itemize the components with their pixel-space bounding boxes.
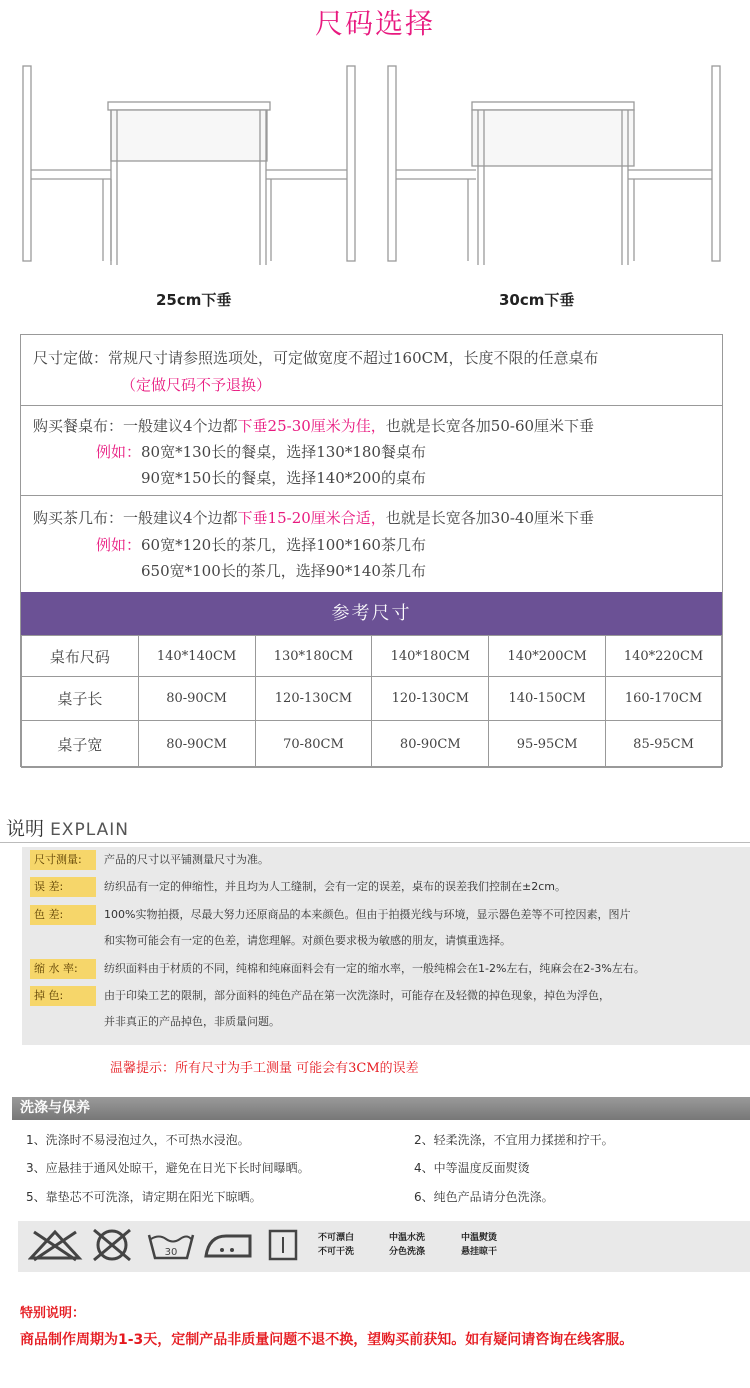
no-dry-clean-icon (90, 1227, 134, 1263)
care-label: 悬挂晾干 (461, 1247, 498, 1257)
coffee-example-2: 650宽*100长的茶几，选择90*140茶几布 (141, 562, 426, 580)
dining-section (21, 406, 722, 495)
explain-text: 由于印染工艺的限制，部分面料的纯色产品在第一次洗涤时，可能存在及轻微的掉色现象，掉色为浮色， (104, 989, 610, 1002)
explain-label: 误 差: (30, 877, 96, 897)
dining-example-1: 80宽*130长的餐桌，选择130*180餐桌布 (141, 443, 426, 461)
care-heading: 洗涤与保养 (12, 1097, 750, 1120)
special-heading: 特别说明： (20, 1306, 86, 1321)
wash-30-icon (146, 1229, 196, 1261)
line-dry-icon (267, 1228, 299, 1262)
coffee-example-1: 60宽*120长的茶几，选择100*160茶几布 (141, 536, 426, 554)
table-cell: 80-90CM (372, 721, 489, 768)
care-item: 4、中等温度反面熨烫 (414, 1161, 530, 1175)
dining-example-2: 90宽*150长的餐桌，选择140*200的桌布 (141, 469, 426, 487)
page-title: 尺码选择 (314, 7, 435, 40)
coffee-example-label: 例如： (96, 536, 142, 554)
wash-temperature: 30 (164, 1247, 178, 1258)
table-cell: 80-90CM (138, 721, 255, 768)
explain-text: 纺织品有一定的伸缩性，并且均为人工缝制，会有一定的误差，桌布的误差我们控制在±2cm。 (104, 880, 566, 893)
care-icons-panel (18, 1221, 750, 1272)
care-item: 1、洗涤时不易浸泡过久，不可热水浸泡。 (26, 1133, 250, 1147)
explain-title: 说明 (6, 818, 45, 840)
explain-text: 100%实物拍摄，尽最大努力还原商品的本来颜色。但由于拍摄光线与环境，显示器色差等不可控因素，图片 (104, 908, 631, 921)
care-item: 3、应悬挂于通风处晾干，避免在日光下长时间曝晒。 (26, 1161, 310, 1175)
explain-panel (22, 847, 750, 1045)
care-item: 2、轻柔洗涤，不宜用力揉搓和拧干。 (414, 1133, 614, 1147)
table-cell: 140*140CM (138, 636, 255, 677)
table-row (22, 636, 722, 677)
care-label: 不可干洗 (318, 1247, 355, 1257)
explain-title-en: EXPLAIN (50, 820, 129, 840)
reference-size-header: 参考尺寸 (21, 592, 722, 635)
table-row (22, 677, 722, 721)
coffee-section (21, 496, 722, 592)
table-cell: 140*220CM (606, 636, 722, 677)
coffee-prefix: 购买茶几布：一般建议4个边都 (33, 509, 238, 527)
table-cell: 95-95CM (489, 721, 606, 768)
dining-example-label: 例如： (96, 443, 142, 461)
care-label: 不可漂白 (318, 1233, 355, 1243)
care-label-pair (461, 1231, 497, 1259)
coffee-highlight: 下垂15-20厘米合适， (237, 509, 386, 527)
care-label-pair (318, 1231, 354, 1259)
table-cell: 140-150CM (489, 677, 606, 721)
table-drop-illustration (0, 55, 750, 265)
explain-label: 缩 水 率: (30, 959, 96, 979)
table-cell: 70-80CM (255, 721, 372, 768)
custom-section (21, 335, 722, 405)
explain-label: 掉 色: (30, 986, 96, 1006)
reference-size-table (21, 635, 722, 768)
row-header: 桌子长 (22, 677, 139, 721)
explain-text: 并非真正的产品掉色，非质量问题。 (104, 1015, 280, 1028)
explain-text: 产品的尺寸以平铺测量尺寸为准。 (104, 853, 269, 866)
row-header: 桌布尺码 (22, 636, 139, 677)
table-cell: 140*200CM (489, 636, 606, 677)
coffee-suffix: 也就是长宽各加30-40厘米下垂 (385, 509, 595, 527)
no-bleach-icon (28, 1228, 83, 1262)
care-item: 6、纯色产品请分色洗涤。 (414, 1190, 554, 1204)
divider (0, 842, 750, 843)
row-header: 桌子宽 (22, 721, 139, 768)
dining-highlight: 下垂25-30厘米为佳， (237, 417, 386, 435)
explain-label: 尺寸测量: (30, 850, 96, 870)
dining-prefix: 购买餐桌布：一般建议4个边都 (33, 417, 238, 435)
explain-text: 和实物可能会有一定的色差，请您理解。对颜色要求极为敏感的朋友，请慎重选择。 (104, 934, 511, 947)
table-cell: 160-170CM (606, 677, 722, 721)
table-cell: 80-90CM (138, 677, 255, 721)
custom-text: 尺寸定做：常规尺寸请参照选项处，可定做宽度不超过160CM，长度不限的任意桌布 (33, 349, 599, 367)
special-text: 商品制作周期为1-3天，定制产品非质量问题不退不换，望购买前获知。如有疑问请咨询在线客服。 (20, 1332, 634, 1348)
dining-suffix: 也就是长宽各加50-60厘米下垂 (385, 417, 595, 435)
iron-medium-icon (202, 1230, 254, 1260)
explain-text: 纺织面料由于材质的不同，纯棉和纯麻面料会有一定的缩水率，一般纯棉会在1-2%左右，纯麻会在2-3%左右。 (104, 962, 645, 975)
explain-label: 色 差: (30, 905, 96, 925)
care-label: 分色洗涤 (389, 1247, 426, 1257)
custom-no-return: （定做尺码不予退换） (121, 376, 272, 394)
table-cell: 130*180CM (255, 636, 372, 677)
explain-heading (6, 814, 129, 841)
care-item: 5、靠垫芯不可洗涤，请定期在阳光下晾晒。 (26, 1190, 262, 1204)
table-cell: 120-130CM (255, 677, 372, 721)
care-label: 中温熨烫 (461, 1233, 498, 1243)
care-label: 中温水洗 (389, 1233, 426, 1243)
drop-label-25: 25cm下垂 (156, 291, 232, 309)
care-label-pair (389, 1231, 425, 1259)
table-cell: 120-130CM (372, 677, 489, 721)
table-row (22, 721, 722, 768)
table-cell: 140*180CM (372, 636, 489, 677)
size-guide-box (20, 334, 723, 767)
table-cell: 85-95CM (606, 721, 722, 768)
drop-label-30: 30cm下垂 (499, 291, 575, 309)
measurement-tip: 温馨提示：所有尺寸为手工测量 可能会有3CM的误差 (110, 1061, 419, 1076)
